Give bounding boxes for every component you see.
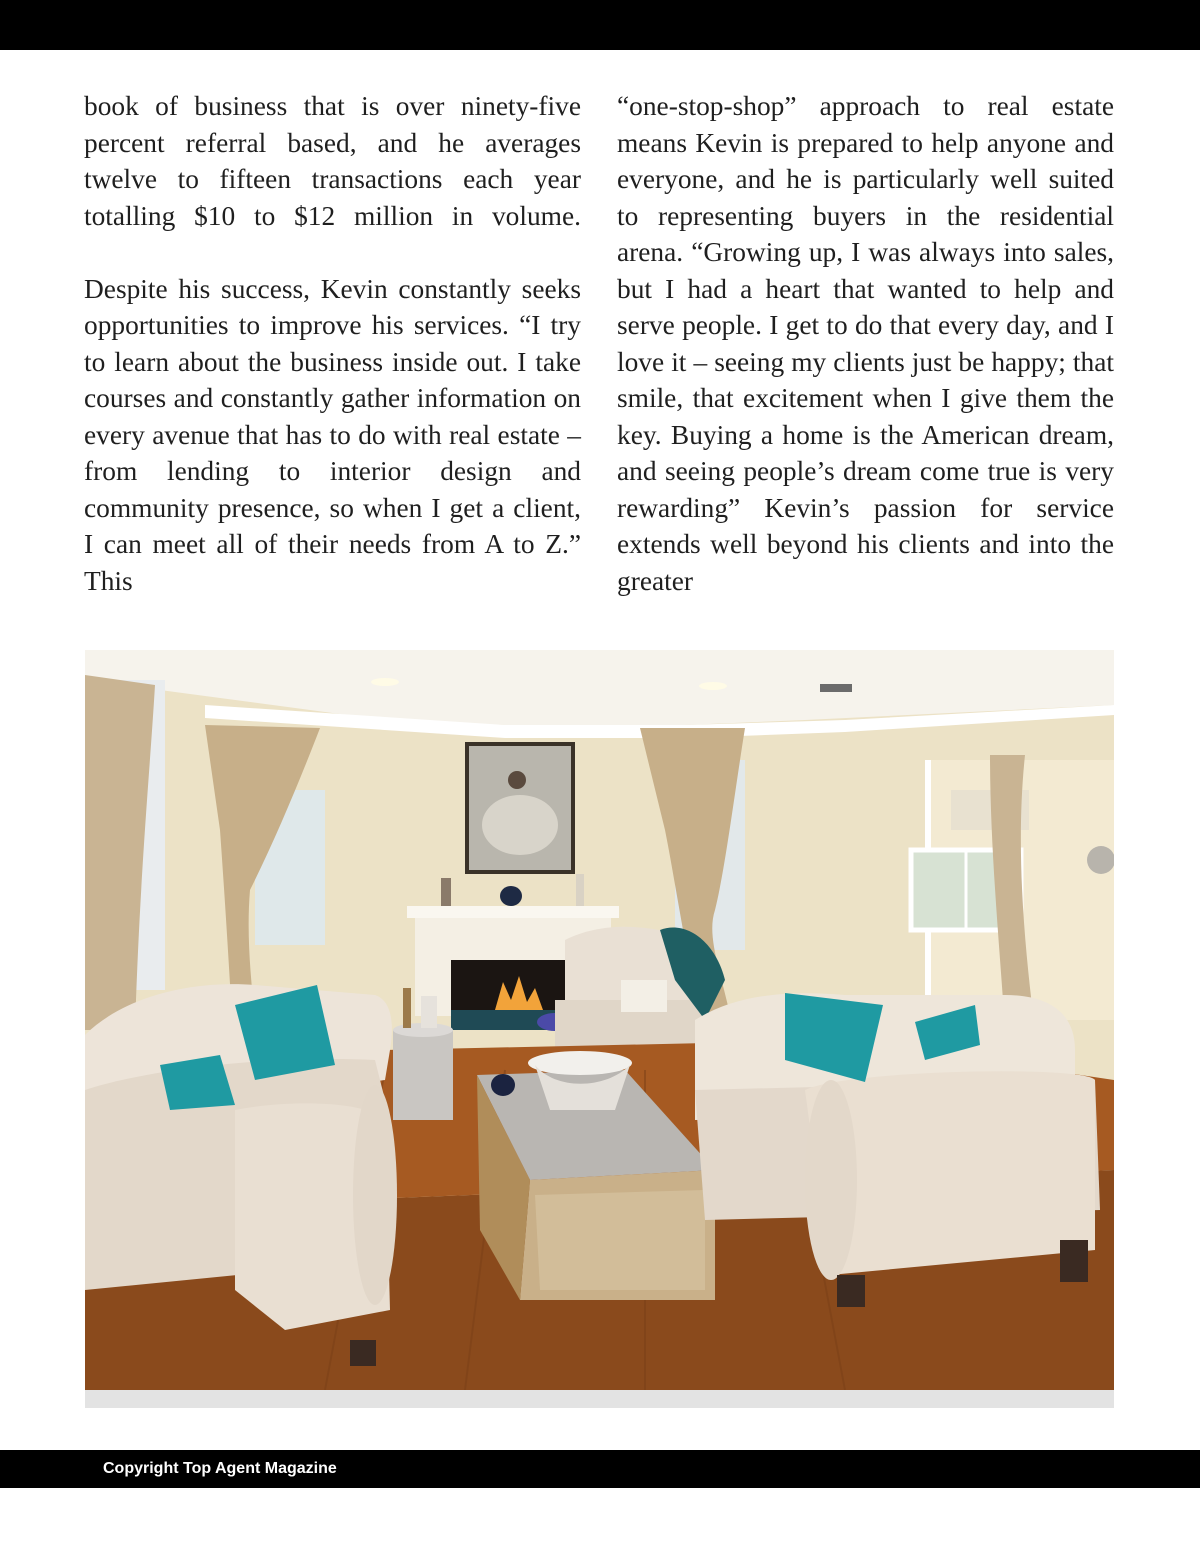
living-room-photo xyxy=(85,650,1114,1390)
article-column-left xyxy=(84,88,581,599)
article-paragraph: book of business that is over ninety-five percent referral based, and he averages twelve to fifteen transactions each year totalling $10 to $12 million in volume. xyxy=(84,91,581,231)
photo-bottom-strip xyxy=(85,1390,1114,1408)
article-paragraph: “one-stop-shop” approach to real estate means Kevin is prepared to help anyone and everyone, and he is particularly well suited to representing buyers in the residential arena. “Growing up, I was always into sales, but I had a heart that wanted to help and serve people. I get to do that every day, and I love it – seeing my clients just be happy; that smile, that excitement when I give them the key. Buying a home is the American dream, and seeing people’s dream come true is very rewarding” Kevin’s passion for service extends well beyond his clients and into the greater xyxy=(617,91,1114,596)
top-black-bar xyxy=(0,0,1200,50)
copyright-text: Copyright Top Agent Magazine xyxy=(103,1460,337,1477)
article-column-right xyxy=(617,88,1114,599)
article-paragraph: Despite his success, Kevin constantly seeks opportunities to improve his services. “I try to learn about the business inside out. I take courses and constantly gather information on every avenue that has to do with real estate – from lending to interior design and community presence, so when I get a client, I can meet all of their needs from A to Z.” This xyxy=(84,273,581,596)
